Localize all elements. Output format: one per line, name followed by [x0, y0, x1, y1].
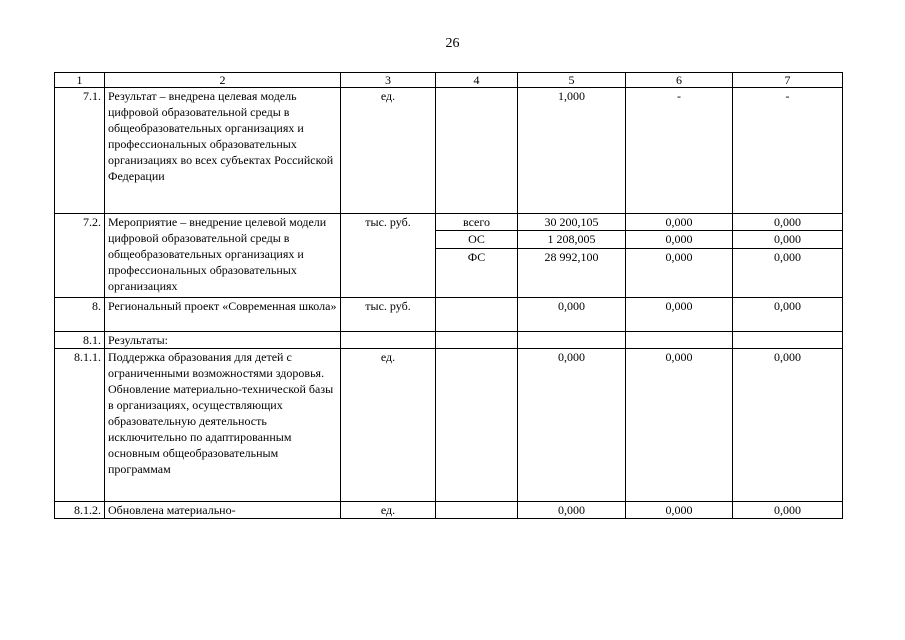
row-number: 8.1.1. — [55, 349, 105, 502]
row-unit: тыс. руб. — [341, 298, 436, 332]
column-header: 1 — [55, 73, 105, 88]
row-name: Региональный проект «Современная школа» — [105, 298, 341, 332]
row-value-col5: 0,000 — [518, 502, 626, 519]
row-name: Мероприятие – внедрение целевой модели цифровой образовательной среды в общеобразовательных организациях и профессиональных образовательных организациях — [105, 214, 341, 298]
row-source: всего — [436, 214, 518, 231]
row-number: 8.1.2. — [55, 502, 105, 519]
row-number: 8.1. — [55, 332, 105, 349]
row-unit: тыс. руб. — [341, 214, 436, 298]
document-table — [54, 72, 843, 519]
row-source — [436, 332, 518, 349]
row-value-col7: 0,000 — [733, 248, 843, 297]
column-header: 4 — [436, 73, 518, 88]
row-value-col5: 0,000 — [518, 298, 626, 332]
row-number: 7.2. — [55, 214, 105, 298]
table-header-row — [55, 73, 843, 88]
row-unit: ед. — [341, 88, 436, 214]
row-unit — [341, 332, 436, 349]
row-value-col6 — [626, 332, 733, 349]
row-source — [436, 88, 518, 214]
row-value-col5: 28 992,100 — [518, 248, 626, 297]
column-header: 5 — [518, 73, 626, 88]
row-name: Обновлена материально- — [105, 502, 341, 519]
table-row — [55, 332, 843, 349]
row-name: Результат – внедрена целевая модель цифровой образовательной среды в общеобразовательных организациях и профессиональных образовательных организациях во всех субъектах Российской Федерации — [105, 88, 341, 214]
row-value-col5: 30 200,105 — [518, 214, 626, 231]
row-value-col7: 0,000 — [733, 349, 843, 502]
row-unit: ед. — [341, 349, 436, 502]
row-name: Результаты: — [105, 332, 341, 349]
row-number: 7.1. — [55, 88, 105, 214]
row-value-col5: 0,000 — [518, 349, 626, 502]
column-header: 6 — [626, 73, 733, 88]
table-row — [55, 88, 843, 214]
row-value-col6: 0,000 — [626, 502, 733, 519]
column-header: 3 — [341, 73, 436, 88]
table-row — [55, 349, 843, 502]
row-value-col5: 1 208,005 — [518, 231, 626, 248]
column-header: 7 — [733, 73, 843, 88]
row-source: ОС — [436, 231, 518, 248]
row-number: 8. — [55, 298, 105, 332]
row-value-col6: - — [626, 88, 733, 214]
row-source — [436, 298, 518, 332]
row-value-col7: 0,000 — [733, 231, 843, 248]
row-value-col6: 0,000 — [626, 248, 733, 297]
row-value-col5: 1,000 — [518, 88, 626, 214]
row-unit: ед. — [341, 502, 436, 519]
row-value-col6: 0,000 — [626, 349, 733, 502]
row-value-col7: - — [733, 88, 843, 214]
row-value-col7 — [733, 332, 843, 349]
row-source — [436, 349, 518, 502]
page-number: 26 — [445, 36, 460, 51]
row-value-col7: 0,000 — [733, 502, 843, 519]
row-value-col6: 0,000 — [626, 214, 733, 231]
row-value-col6: 0,000 — [626, 231, 733, 248]
table-row — [55, 502, 843, 519]
row-source — [436, 502, 518, 519]
table-row — [55, 298, 843, 332]
row-name: Поддержка образования для детей с ограниченными возможностями здоровья. Обновление материально-технической базы в организациях, осуществляющих образовательную деятельность исключительно по адаптированным основным общеобразовательным программам — [105, 349, 341, 502]
row-source: ФС — [436, 248, 518, 297]
table-row — [55, 214, 843, 231]
column-header: 2 — [105, 73, 341, 88]
row-value-col7: 0,000 — [733, 298, 843, 332]
row-value-col7: 0,000 — [733, 214, 843, 231]
row-value-col5 — [518, 332, 626, 349]
row-value-col6: 0,000 — [626, 298, 733, 332]
